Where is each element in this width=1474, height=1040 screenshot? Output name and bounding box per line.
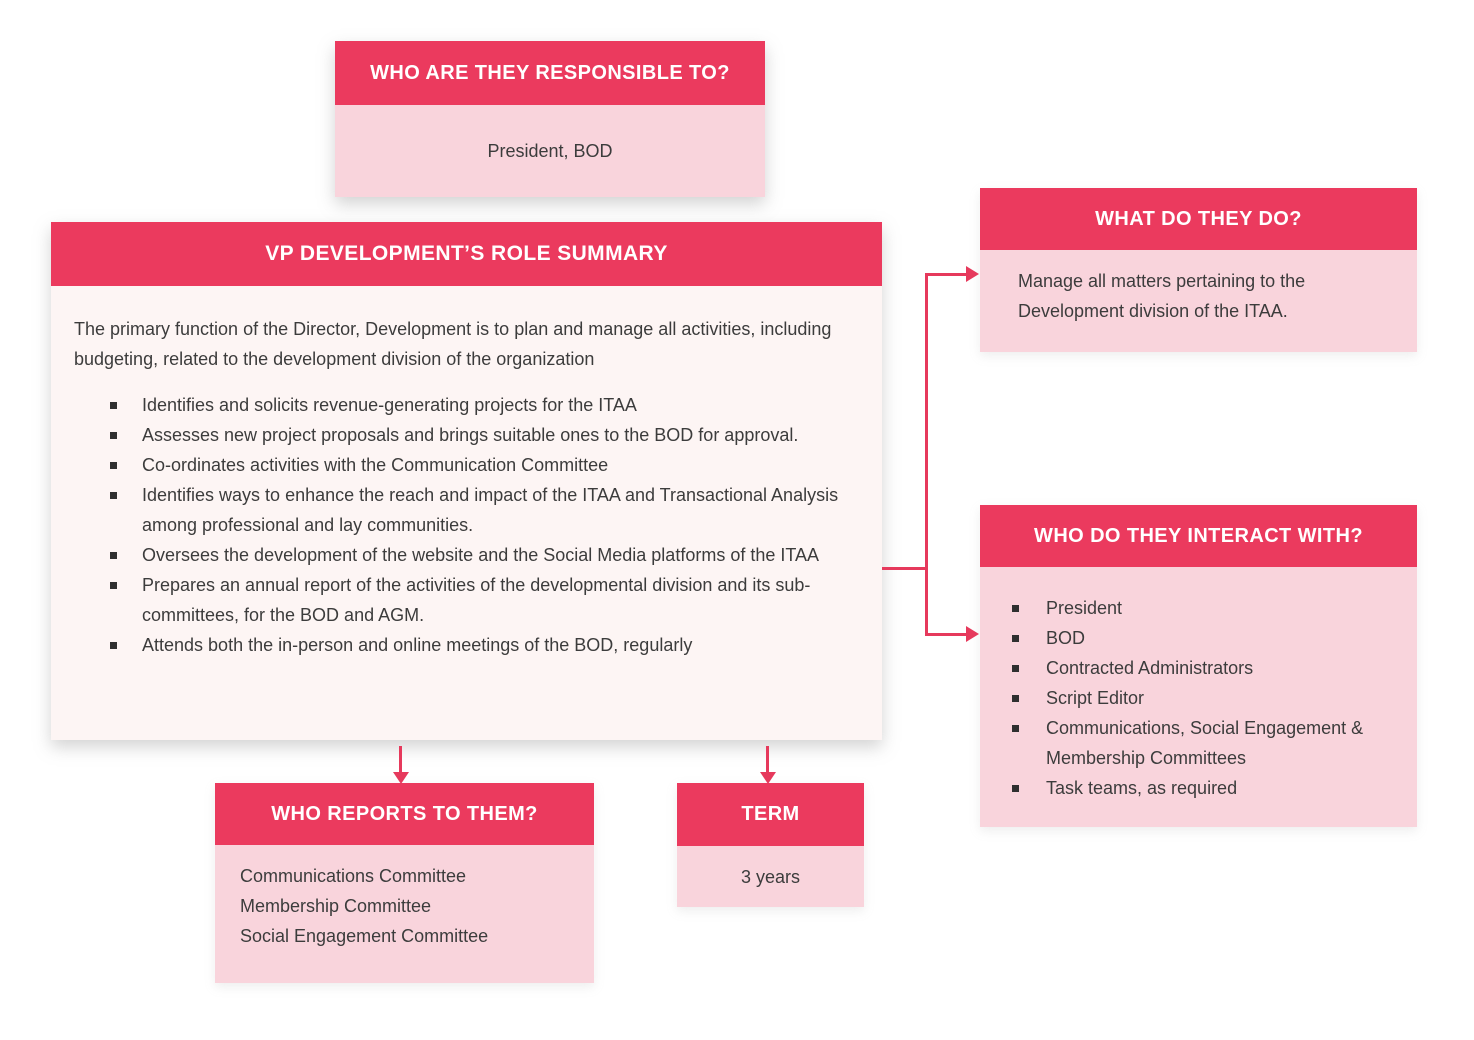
role-bullet-item	[74, 390, 858, 420]
role-summary-title: VP DEVELOPMENT’S ROLE SUMMARY	[265, 242, 668, 265]
what-they-do-header	[980, 188, 1417, 250]
reports-to-them-title: WHO REPORTS TO THEM?	[271, 802, 538, 825]
interact-bullet-text: Communications, Social Engagement & Membership Committees	[1046, 718, 1364, 768]
reports-to-them-body	[215, 845, 594, 983]
reports-line: Social Engagement Committee	[240, 926, 489, 946]
bullet-square-icon	[110, 582, 117, 589]
role-summary-body	[51, 286, 882, 740]
role-bullet-text: Assesses new project proposals and brings suitable ones to the BOD for approval.	[142, 425, 799, 445]
term-text: 3 years	[740, 866, 801, 887]
interact-bullet-item	[980, 773, 1377, 803]
term-box	[677, 783, 864, 907]
interact-with-header	[980, 505, 1417, 567]
term-body	[677, 846, 864, 907]
what-they-do-body	[980, 250, 1417, 352]
interact-with-title: WHO DO THEY INTERACT WITH?	[1034, 524, 1363, 547]
role-bullet-text: Oversees the development of the website and the Social Media platforms of the ITAA	[142, 545, 820, 565]
interact-with-box	[980, 505, 1417, 827]
bullet-square-icon	[110, 492, 117, 499]
what-they-do-title: WHAT DO THEY DO?	[1095, 207, 1302, 230]
connector-from-role-line	[882, 567, 928, 570]
role-bullet-item	[74, 540, 858, 570]
responsible-to-box	[335, 41, 765, 197]
bullet-square-icon	[1012, 665, 1019, 672]
interact-bullet-item	[980, 623, 1377, 653]
interact-bullet-text: Contracted Administrators	[1046, 658, 1254, 678]
role-summary-header	[51, 222, 882, 286]
responsible-to-text: President, BOD	[487, 141, 613, 161]
interact-with-body	[980, 567, 1417, 827]
responsible-to-title: WHO ARE THEY RESPONSIBLE TO?	[370, 61, 730, 84]
term-header	[677, 783, 864, 846]
interact-bullet-text: BOD	[1046, 628, 1086, 648]
bullet-square-icon	[110, 462, 117, 469]
term-title: TERM	[741, 803, 800, 825]
role-bullet-list	[74, 390, 858, 660]
role-bullet-text: Prepares an annual report of the activities of the developmental division and its sub-committees, for the BOD and AGM.	[142, 575, 811, 625]
bullet-square-icon	[110, 402, 117, 409]
interact-bullet-item	[980, 653, 1377, 683]
bullet-square-icon	[110, 432, 117, 439]
connector-to-interact-line	[925, 633, 968, 636]
role-intro-text: The primary function of the Director, Development is to plan and manage all activities, including budgeting, related to the development division of the organization	[74, 319, 832, 369]
interact-bullet-list	[980, 593, 1377, 803]
reports-to-them-box	[215, 783, 594, 983]
reports-line: Communications Committee	[240, 866, 467, 886]
bullet-square-icon	[110, 642, 117, 649]
reports-line: Membership Committee	[240, 896, 432, 916]
what-they-do-box	[980, 188, 1417, 352]
bullet-square-icon	[110, 552, 117, 559]
interact-bullet-item	[980, 683, 1377, 713]
role-bullet-item	[74, 570, 858, 630]
bullet-square-icon	[1012, 785, 1019, 792]
interact-bullet-text: Task teams, as required	[1046, 778, 1238, 798]
role-bullet-text: Co-ordinates activities with the Communication Committee	[142, 455, 609, 475]
arrow-down-to-term-head-icon	[760, 772, 776, 784]
arrow-to-what-head-icon	[966, 266, 979, 282]
interact-bullet-text: Script Editor	[1046, 688, 1145, 708]
role-bullet-item	[74, 630, 858, 660]
arrow-down-to-term-line	[766, 746, 769, 775]
responsible-to-header	[335, 41, 765, 105]
responsible-to-body	[335, 105, 765, 197]
arrow-down-to-reports-head-icon	[393, 772, 409, 784]
interact-bullet-item	[980, 713, 1377, 773]
bullet-square-icon	[1012, 605, 1019, 612]
role-bullet-text: Attends both the in-person and online meetings of the BOD, regularly	[142, 635, 693, 655]
bullet-square-icon	[1012, 725, 1019, 732]
role-bullet-item	[74, 480, 858, 540]
connector-to-what-line	[925, 273, 968, 276]
interact-bullet-text: President	[1046, 598, 1123, 618]
interact-bullet-item	[980, 593, 1377, 623]
arrow-to-interact-head-icon	[966, 626, 979, 642]
bullet-square-icon	[1012, 635, 1019, 642]
role-bullet-item	[74, 420, 858, 450]
bullet-square-icon	[1012, 695, 1019, 702]
what-they-do-text: Manage all matters pertaining to the Development division of the ITAA.	[1018, 271, 1306, 321]
role-bullet-text: Identifies and solicits revenue-generating projects for the ITAA	[142, 395, 637, 415]
role-summary-box	[51, 222, 882, 740]
role-bullet-item	[74, 450, 858, 480]
reports-to-them-header	[215, 783, 594, 845]
role-bullet-text: Identifies ways to enhance the reach and impact of the ITAA and Transactional Analysis among professional and lay communities.	[142, 485, 839, 535]
arrow-down-to-reports-line	[399, 746, 402, 775]
connector-vertical-line	[925, 273, 928, 636]
